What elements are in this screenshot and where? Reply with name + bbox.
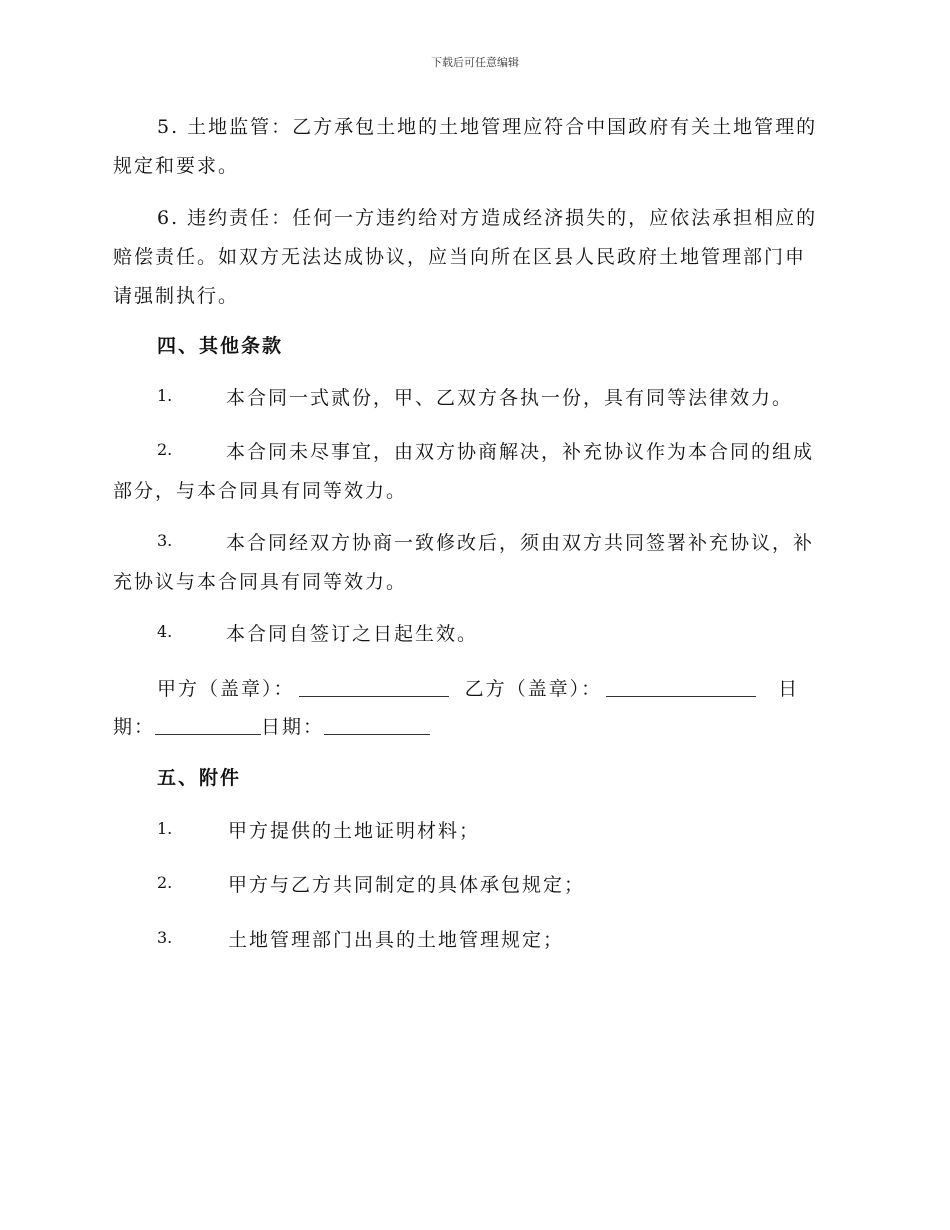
section-4-item-3-line-1: 本合同经双方协商一致修改后，须由双方共同签署补充协议，补 [226, 532, 815, 554]
attachment-1-number: 1. [157, 819, 173, 838]
clause-6-line-1: 6. 违约责任：任何一方违约给对方造成经济损失的，应依法承担相应的 [157, 207, 818, 229]
section-4-heading: 四、其他条款 [157, 335, 284, 357]
section-4-item-4-text: 本合同自签订之日起生效。 [226, 623, 479, 645]
section-4-item-1-text: 本合同一式贰份，甲、乙双方各执一份，具有同等法律效力。 [226, 387, 794, 409]
section-4-item-2-line-1: 本合同未尽事宜，由双方协商解决，补充协议作为本合同的组成 [226, 441, 815, 463]
attachment-2-text: 甲方与乙方共同制定的具体承包规定； [228, 874, 586, 896]
party-b-label: 乙方（盖章）： [464, 678, 603, 700]
date-prefix: 日 [778, 678, 800, 700]
signature-line-1 [157, 674, 799, 701]
attachment-3-text: 土地管理部门出具的土地管理规定； [228, 929, 565, 951]
section-4-item-3-number: 3. [157, 531, 173, 550]
signature-line-2 [113, 712, 430, 739]
clause-6-line-2: 赔偿责任。如双方无法达成协议，应当向所在区县人民政府土地管理部门申 [113, 246, 807, 268]
page-header: 下载后可任意编辑 [431, 56, 519, 69]
date-a-blank[interactable] [155, 714, 261, 735]
attachment-2-number: 2. [157, 873, 173, 892]
section-4-item-4-number: 4. [157, 622, 173, 641]
date-b-blank[interactable] [324, 714, 430, 735]
clause-5-line-1: 5. 土地监管：乙方承包土地的土地管理应符合中国政府有关土地管理的 [157, 116, 818, 138]
party-b-blank[interactable] [606, 676, 756, 697]
clause-5-line-2: 规定和要求。 [113, 155, 240, 177]
attachment-1-text: 甲方提供的土地证明材料； [228, 820, 481, 842]
party-a-blank[interactable] [299, 676, 449, 697]
section-5-heading: 五、附件 [157, 767, 242, 789]
party-a-label: 甲方（盖章）： [157, 678, 295, 700]
section-4-item-1-number: 1. [157, 386, 173, 405]
section-4-item-3-line-2: 充协议与本合同具有同等效力。 [113, 571, 408, 593]
clause-6-line-3: 请强制执行。 [113, 285, 240, 307]
attachment-3-number: 3. [157, 928, 173, 947]
section-4-item-2-line-2: 部分，与本合同具有同等效力。 [113, 480, 408, 502]
date-label-2: 日期： [261, 716, 325, 738]
date-label-1: 期： [113, 716, 156, 738]
section-4-item-2-number: 2. [157, 440, 173, 459]
